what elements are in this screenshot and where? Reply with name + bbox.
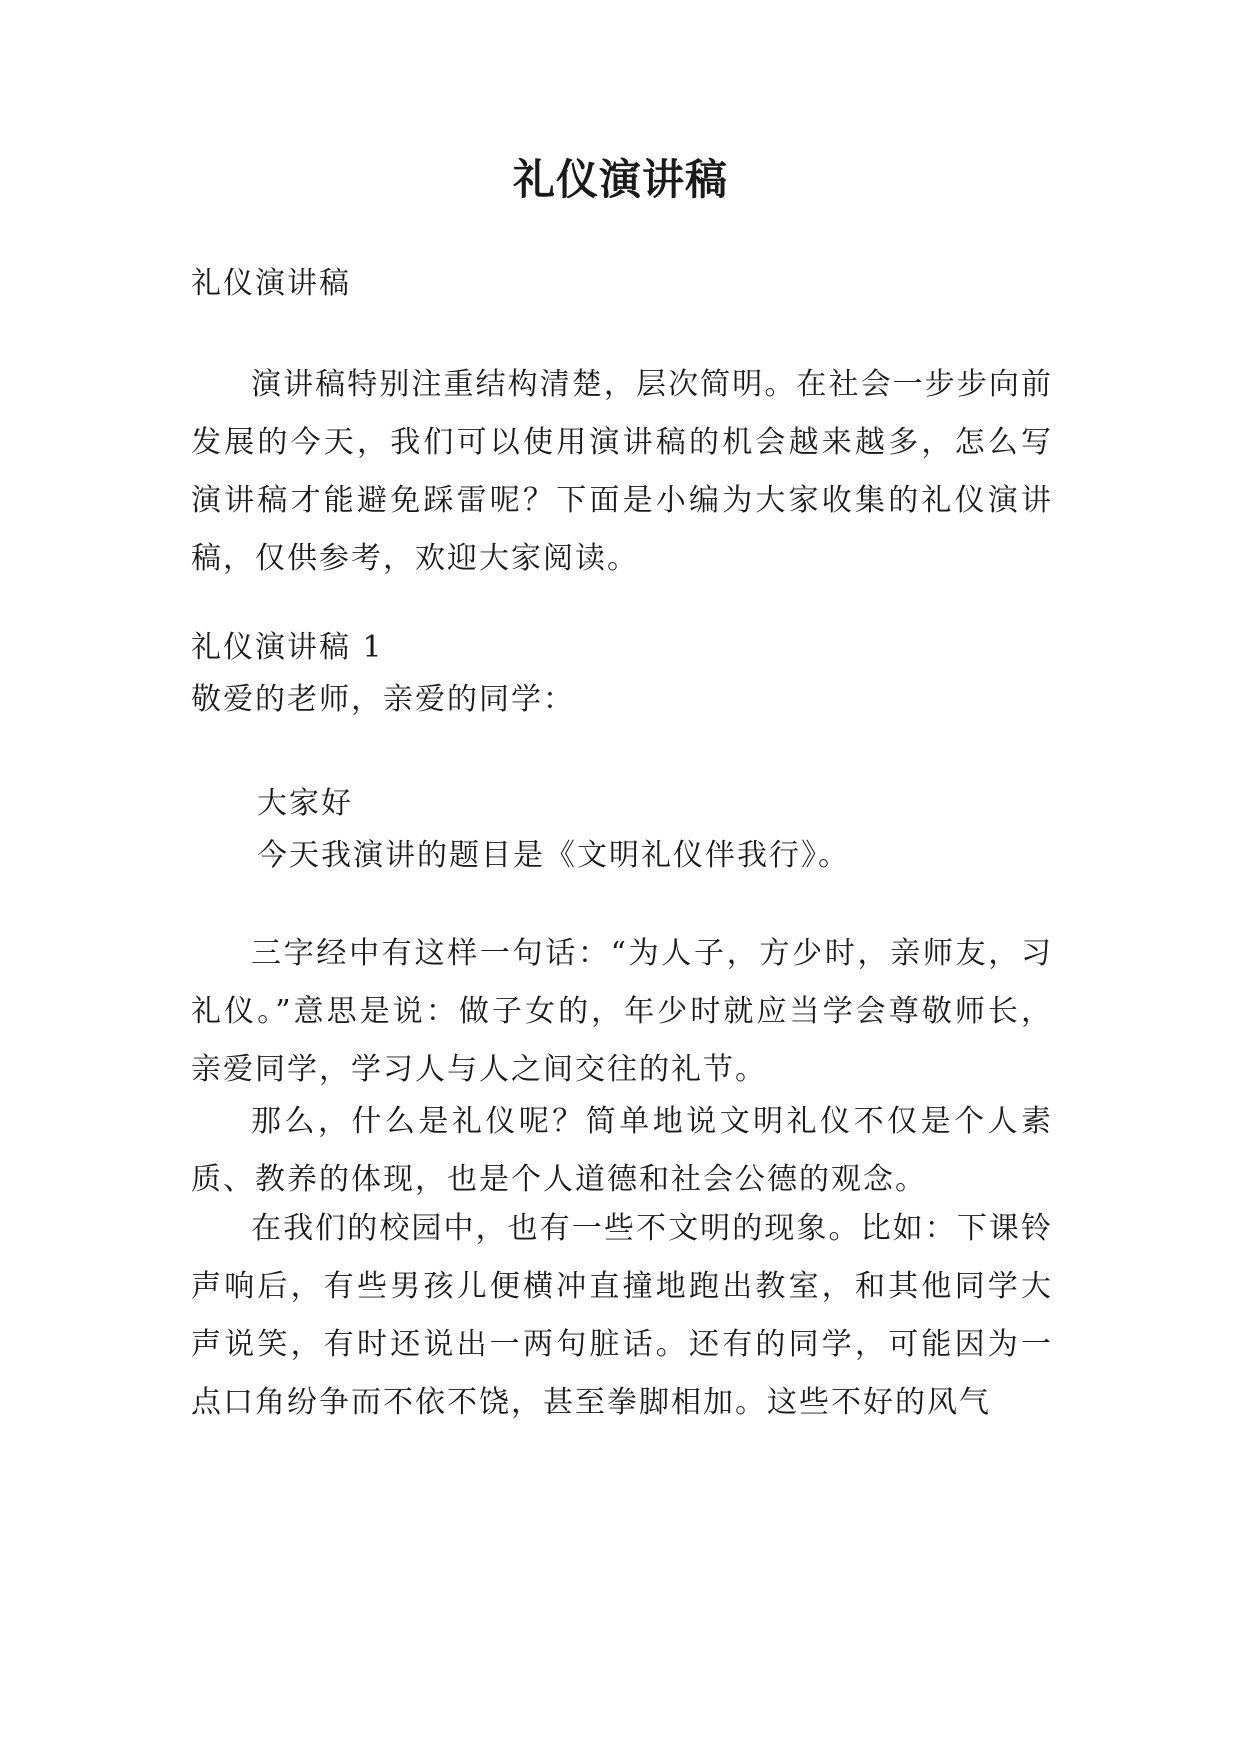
intro-paragraph: 演讲稿特别注重结构清楚，层次简明。在社会一步步向前发展的今天，我们可以使用演讲稿的机会越来越多，怎么写演讲稿才能避免踩雷呢？下面是小编为大家收集的礼仪演讲稿，仅供参考，欢迎大家阅读。 [191, 367, 1053, 576]
section-heading: 礼仪演讲稿 1 [191, 630, 384, 665]
document-subtitle: 礼仪演讲稿 [191, 266, 351, 301]
body-paragraph-1: 三字经中有这样一句话：“为人子，方少时，亲师友，习礼仪。”意思是说：做子女的，年少时就应当学会尊敬师长，亲爱同学，学习人与人之间交往的礼节。 [191, 936, 1053, 1087]
salutation: 敬爱的老师，亲爱的同学： [191, 682, 575, 717]
body-paragraph-2: 那么，什么是礼仪呢？简单地说文明礼仪不仅是个人素质、教养的体现，也是个人道德和社会公德的观念。 [191, 1104, 1053, 1197]
topic-line: 今天我演讲的题目是《文明礼仪伴我行》。 [257, 838, 850, 873]
document-title: 礼仪演讲稿 [512, 155, 728, 204]
greeting: 大家好 [257, 786, 353, 821]
body-paragraph-3: 在我们的校园中，也有一些不文明的现象。比如：下课铃声响后，有些男孩儿便横冲直撞地跑出教室，和其他同学大声说笑，有时还说出一两句脏话。还有的同学，可能因为一点口角纷争而不依不饶，甚至拳脚相加。这些不好的风气 [191, 1211, 1053, 1420]
